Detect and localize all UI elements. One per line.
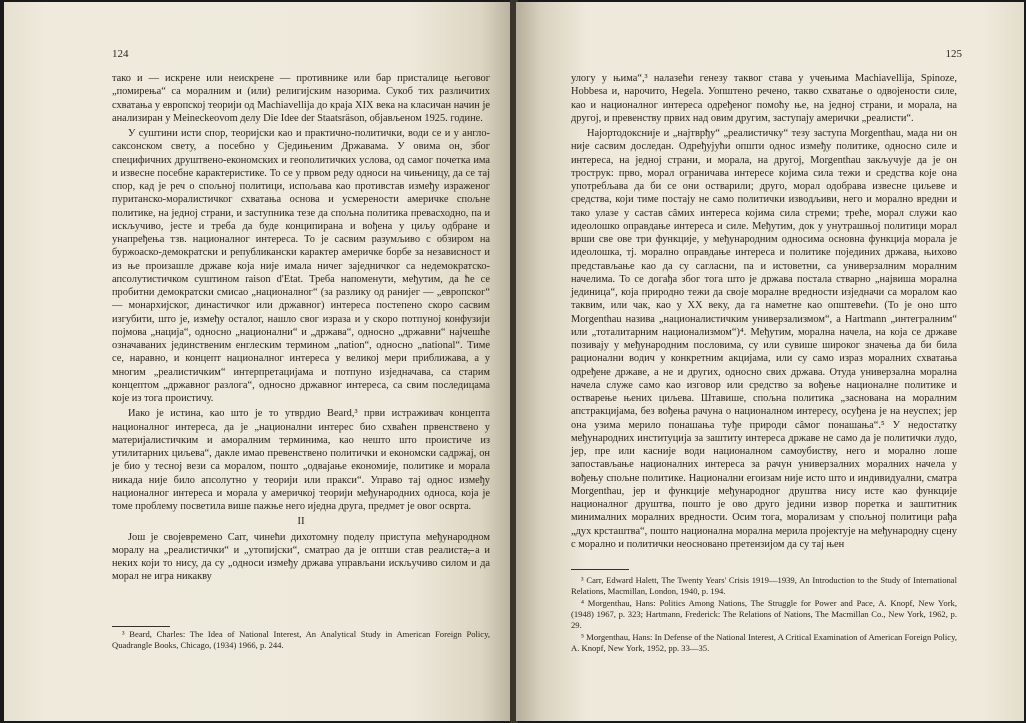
section-heading: II <box>297 515 305 528</box>
paragraph: Иако је истина, као што је то утврдио Beard,³ први истраживач концепта националног интереса, да је „национални интерес био схваћен првенствено у материјалистичким и аморалним терминима, као нешто што проистиче из утилитарних циљева“, дакле имао превенствено политички и економски садржај, он је био у тесној вези са моралом, пошто „одвајање економије, политике и морала никада није било апсолутно у теорији или пракси“. Управо тај однос између националног интереса и морала у америчкој теорији међународних односа, која је томе проблему посветила више пажње него иједна друга, предмет је овог осврта. <box>112 408 490 512</box>
footnote: ⁵ Morgenthau, Hans: In Defense of the National Interest, A Critical Examination of American Foreign Policy, A. Knopf, New York, 1952, pp. 33—35. <box>571 632 957 653</box>
footnote: ³ Beard, Charles: The Idea of National Interest, An Analytical Study in American Foreign Policy, Quadrangle Books, Chicago, (1934) 1966, p. 244. <box>112 629 490 650</box>
page-number: 125 <box>945 48 962 60</box>
book-spread <box>4 0 1024 723</box>
footnotes <box>571 575 957 655</box>
footnote: ⁴ Morgenthau, Hans: Politics Among Nations, The Struggle for Power and Pace, A. Knopf, New York, (1948) 1967, p. 323; Hartmann, Frederick: The Relations of Nations, The Macmillan Co., New York, 1962, p. 29. <box>571 598 957 630</box>
right-page <box>516 2 1024 721</box>
page-number: 124 <box>112 48 129 60</box>
paragraph: Још је својевремено Carr, чинећи дихотомну поделу приступа међународном моралу на „реалистички“ и „утопијски“, сматрао да је оптши став реалиста, а и неких који то нису, да су „односи између држава управљани искључиво силом и да морал не игра никакву <box>112 531 490 583</box>
footnotes <box>112 629 490 652</box>
paragraph: тако и — искрене или неискрене — противнике или бар присталице његовог „помирења“ са моралним и (или) религијским назорима. Сукоб тих различитих схватања у европској теорији од Machiavellija до краја XIX века на класичан начин је анализиран у Meineckeovom делу Die Idee der Staatsräson, објављеном 1925. године. <box>112 73 490 124</box>
footnote-rule <box>571 569 629 570</box>
body-text <box>571 72 957 551</box>
paragraph: улогу у њима“,³ налазећи генезу таквог става у учењима Machiavellija, Spinoze, Hobbesa и, нарочито, Hegela. Уопштено речено, такво схватање о одвојености силе, као и националног интереса одређеног помоћу ње, на једној страни, и морала, на другој, и превенству првих над овим другим, заступају амерички „реалисти“. <box>571 73 957 124</box>
body-text <box>112 72 490 584</box>
footnote: ³ Carr, Edward Halett, The Twenty Years' Crisis 1919—1939, An Introduction to the Study of International Relations, Macmillan, London, 1940, p. 194. <box>571 575 957 596</box>
section-divider-mark <box>464 550 474 551</box>
left-page <box>4 2 512 721</box>
paragraph: У суштини исти спор, теоријски као и практично-политички, води се и у англо-саксонском свету, а посебно у Сједињеним Државама. У овима он, због специфичних друштвено-економских и геополитичких услова, од самог почетка има и извесне посебне карактеристике. То се у првом реду односи на чињеницу, да се тај спор, кад је реч о спољној политици, испољава као противстав између израженог пуританско-моралистичког схватања основа и усмерености америчке спољне политике, на једној страни, и заступника тезе да спољна политика превасходно, па и искључиво, јесте и треба да буде конципирана и вођена у циљу одбране и унапређења тзв. националног интереса. То је сасвим разумљиво с обзиром на буржоаско-демократски и републикански карактер америчке борбе за независност и из ње произашле државе која није имала ничег заједничког са недемократско-апсолутистичком суштином raison d'Etat. Треба напоменути, међутим, да ће се пробитни демократски смисао „националног“ (за разлику од ранијег — „европског“ — монархијског, династичког или државног) интереса постепено скоро сасвим изгубити, што је, између осталог, нашло свог израза и у скоро потпуној конфузији појмова „нација“, односно „национални“ и „држава“, односно „државни“ најчешће означаваних јединственим енглеским термином „nation“, односно „national“. Тиме се, наравно, и концепт националног интереса у великој мери приближава, а у многим „реалистичким“ интерпретацијама и потпуно изједначава, са старим концептом „државног разлога“, односно државног интереса, са свим последицама које из тога проистичу. <box>112 128 490 404</box>
paragraph: Најортодоксније и „најтврђу“ „реалистичку“ тезу заступа Morgenthau, мада ни он није сасвим доследан. Одређујући општи однос између политике, односно силе и интереса, на једној страни, и морала, на другој, Morgenthau закључује да је он трострук: прво, морал ограничава интересе којима сила тежи и средства које она употребљава да би се они остварили; друго, морал одобрава извесне циљеве и средства, који тиме постају не само политички изводљиви, него и морално вредни и тако улазе у састав сâмих интереса којима сила стреми; треће, морал служи као идеолошко оправдање интереса и силе. Међутим, док у унутрашњој политици морал врши све ове три функције, у међународним односима основна функција морала је идеолошка, тј. морално оправдање интереса и политике појединих држава, њихово представљање као да су сагласни, па и истоветни, са универзалним моралним начелима. То се догађа због тога што је држава постала стварно „највиша морална јединица“, која природно тежи да своје моралне вредности изједначи са моралом као таквим, или чак, као у XX веку, да га наметне као општевећи. (То је оно што Morgenthau назива „националистичким универзализмом“, а Hartmann „интегралним“ или „тоталитарним национализмом“)⁴. Међутим, морална начела, на која се државе позивају у међународним пословима, су или сувише широког значења да би била рационални водич у конкретним акцијама, или су само израз моралних схватања одређене државе, а не и других, односно свих држава. Отуда универзална морална начела служе само као изговор или средство за вођење националне политике и остварење њених циљева. Штавише, спољна политика „заснована на моралним апстракцијама, без вођења рачуна о националном интересу, осуђена је на неуспех; јер она узима мерило понашања туђе природи сâмог понашања“.⁵ У недостатку међународних институција за заштиту интереса државе не само да је политички лудо, јер, пре или касније води националном самоубиству, него и морално лоше запостављање националних интереса за рачун универзалних моралних начела у вођењу спољне политике. Национални егоизам није исто што и индивидуални, сматра Morgenthau, јер и функције међународног друштва нису исте као функције националног друштва, пошто је ово друго једини извор поретка и заштитник минималних моралних вредности. Осим тога, морализам у спољној политици рађа „дух крсташтва“, пошто национална морална мерила пројектује на међународну сцену с морално и политички неосновано претензијом да су тај њен <box>571 128 957 550</box>
footnote-rule <box>112 626 170 627</box>
